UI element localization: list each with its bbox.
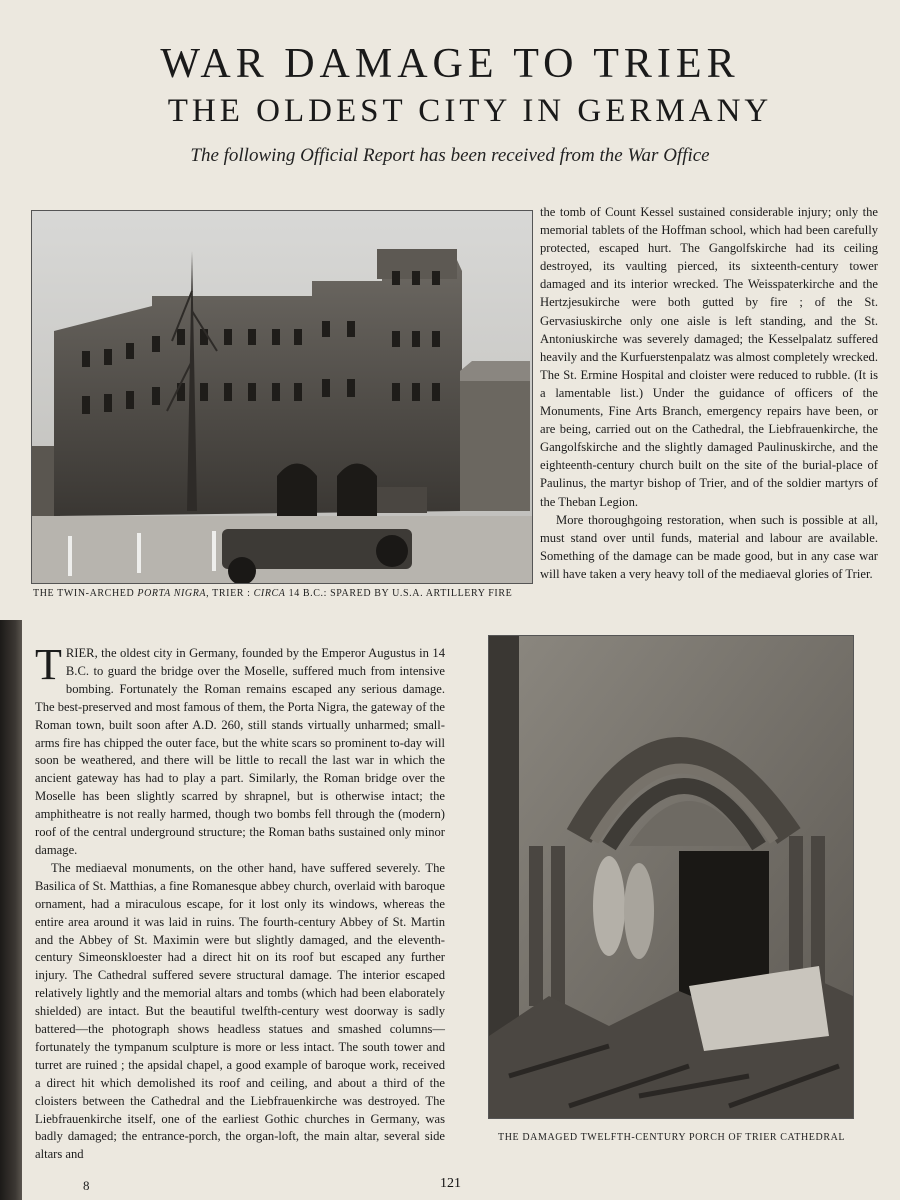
- article-title: WAR DAMAGE TO TRIER: [160, 41, 740, 87]
- left-paragraph-1: RIER, the oldest city in Germany, founded by the Emperor Augustus in 14 B.C. to guard the bridge over the Moselle, suffered much from intensive bombing. Fortunately the Roman remains escaped any serious damage. The best-preserved and most famous of them, the Porta Nigra, the gateway of the Roman town, built soon after A.D. 260, still stands virtually unharmed; small-arms fire has chipped the outer face, but the white scars so prominent to-day will soon be weathered, and there will be little to recall the last war in which the ancient gateway has had to play a part. Similarly, the Roman bridge over the Moselle has been slightly scarred by shrapnel, but is otherwise intact; the amphitheatre is not really harmed, though two bombs fell through the (modern) roof of the central underground structure; the Roman baths sustained only minor damage.: [35, 646, 445, 857]
- caption-part: , TRIER :: [206, 588, 254, 599]
- caption-part-italic: CIRCA: [253, 588, 286, 599]
- right-column-text: [540, 203, 878, 583]
- article-intro: The following Official Report has been received from the War Office: [190, 145, 710, 166]
- page-number: 121: [440, 1176, 461, 1191]
- caption-part-italic: PORTA NIGRA: [137, 588, 207, 599]
- porta-nigra-photo: [31, 210, 533, 584]
- right-paragraph-1: the tomb of Count Kessel sustained considerable injury; only the memorial tablets of the Hoffman school, which had been carefully protected, escaped hurt. The Gangolfskirche had its ceiling destroyed, its vaulting pierced, its sixteenth-century tower damaged and its interior wrecked. The Weisspaterkirche and the Hertzjesukirche were both gutted by fire ; of the St. Gervasiuskirche only one aisle is left standing, and the St. Antoniuskirche was severely damaged; the Kesselpalatz suffered heavily and the Kurfuerstenpalatz was almost completely wrecked. The St. Ermine Hospital and cloister were reduced to rubble. (It is a lamentable list.) Under the guidance of officers of the Monuments, Fine Arts Branch, emergency repairs have been, or are being, carried out on the Cathedral, the Liebfrauenkirche, the Gangolfskirche and the slightly damaged Paulinuskirche, and the eighteenth-century church built on the site of the burial-place of Paulinus, the martyr bishop of Trier, and of the soldier martyrs of the Theban Legion.: [540, 205, 878, 509]
- caption-part: 14 B.C.: SPARED BY U.S.A. ARTILLERY FIRE: [285, 588, 513, 599]
- left-paragraph-2: The mediaeval monuments, on the other hand, have suffered severely. The Basilica of St. Matthias, a fine Romanesque abbey church, overlaid with baroque ornament, had a miraculous escape, for it lost only its windows, whereas the entire area around it was laid in ruins. The fourth-century Abbey of St. Martin and the Abbey of St. Maximin were but slightly damaged, and the eleventh-century Simeonskloester had a direct hit on its roof but escaped any further injury. The Cathedral suffered severe structural damage. The interior escaped relatively lightly and the memorial altars and tombs (which had been elaborately shielded) are intact. But the beautiful twelfth-century west doorway is sadly battered—the photograph shows headless statues and smashed columns—fortunately the tympanum sculpture is more or less intact. The south tower and turret are ruined ; the apsidal chapel, a good example of baroque work, received a direct hit which demolished its roof and ceiling, and about a third of the cloisters between the Cathedral and the Liebfrauenkirche was destroyed. The Liebfrauenkirche itself, one of the earliest Gothic churches in Germany, was badly damaged; the entrance-porch, the organ-loft, the main altar, several side altars and: [35, 860, 445, 1162]
- facing-page-edge: [0, 620, 22, 1200]
- facing-page-number: 8: [83, 1178, 90, 1193]
- drop-cap: T: [35, 640, 62, 689]
- caption-part: THE TWIN-ARCHED: [33, 588, 138, 599]
- cathedral-porch-photo: [488, 635, 854, 1119]
- right-paragraph-2: More thoroughgoing restoration, when such is possible at all, must stand over until funds, material and labour are available. Something of the damage can be made good, but in any case war will have taken a very heavy toll of the mediaeval glories of Trier.: [540, 512, 878, 581]
- porta-nigra-caption: [33, 588, 512, 599]
- left-column-text: [35, 640, 445, 1164]
- cathedral-porch-caption: THE DAMAGED TWELFTH-CENTURY PORCH OF TRIER CATHEDRAL: [498, 1132, 846, 1143]
- article-subtitle: THE OLDEST CITY IN GERMANY: [167, 93, 773, 129]
